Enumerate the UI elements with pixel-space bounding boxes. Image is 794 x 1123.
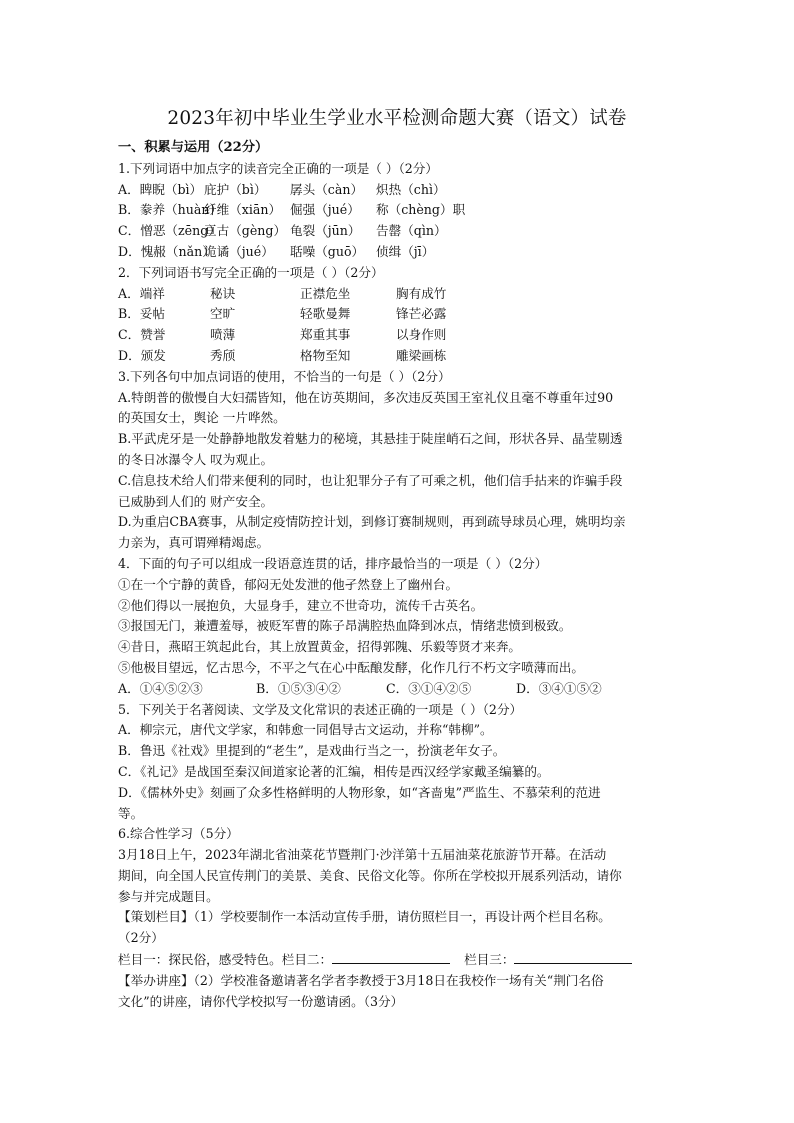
option-item: C．憎恶（zēng） xyxy=(118,223,221,239)
question-5-option-d-cont: 等。 xyxy=(118,805,144,821)
column-one-label: 栏目一：探民俗，感受特色。栏目二： xyxy=(118,952,333,968)
option-item: D．愧赧（nǎn） xyxy=(118,243,215,259)
question-5-option-c: C．《礼记》是战国至秦汉间道家论著的汇编，相传是西汉经学家戴圣编纂的。 xyxy=(118,763,550,779)
sentence-1: ①在一个宁静的黄昏，郁闷无处发泄的他孑然登上了幽州台。 xyxy=(118,576,459,592)
option-item: 庇护（bì） xyxy=(204,181,267,197)
exam-title: 2023年初中毕业生学业水平检测命题大赛（语文）试卷 xyxy=(167,108,627,129)
question-3-option-d-cont: 力亲为，真可谓殚精竭虑。 xyxy=(118,535,270,551)
question-6-stem: 6.综合性学习（5分） xyxy=(118,826,239,842)
question-6-paragraph: 3月18日上午，2023年湖北省油菜花节暨荆门·沙洋第十五届油菜花旅游节开幕。在活动 xyxy=(118,847,607,863)
option-item: 喷薄 xyxy=(210,327,236,343)
option-item: 锋芒必露 xyxy=(396,306,447,322)
option-item: 告罄（qìn） xyxy=(376,223,447,239)
question-5-option-d: D．《儒林外史》刻画了众多性格鲜明的人物形象，如“吝啬鬼”严监生、不慕荣利的范进 xyxy=(118,784,601,800)
question-5-option-b: B．鲁迅《社戏》里提到的“老生”，是戏曲行当之一，扮演老年女子。 xyxy=(118,743,506,759)
question-4-options xyxy=(118,679,678,700)
question-1-option-b xyxy=(118,200,678,221)
option-item: D．③④①⑤② xyxy=(516,680,602,696)
question-5-stem: 5．下列关于名著阅读、文学及文化常识的表述正确的一项是（ ）（2分） xyxy=(118,701,523,717)
exam-content xyxy=(118,138,678,1012)
column-three-label: 栏目三： xyxy=(464,952,515,968)
question-3-option-b: B.平武虎牙是一处静静地散发着魅力的秘境，其悬挂于陡崖峭石之间，形状各异、晶莹剔透 xyxy=(118,431,623,447)
option-item: 郑重其事 xyxy=(300,327,351,343)
section-heading: 一、积累与运用（22分） xyxy=(118,140,269,155)
option-item: A．端祥 xyxy=(118,285,165,301)
question-2-option-b xyxy=(118,304,678,325)
question-1-option-a xyxy=(118,180,678,201)
option-item: 亘古（gèng） xyxy=(204,223,287,239)
question-2-option-a xyxy=(118,284,678,305)
question-3-option-c-cont: 已威胁到人们的 财产安全。 xyxy=(118,493,274,509)
plan-section-prompt: 【策划栏目】（1）学校要制作一本活动宣传手册，请仿照栏目一，再设计两个栏目名称。 xyxy=(118,909,611,925)
question-6-paragraph-cont: 期间，向全国人民宣传荆门的美景、美食、民俗文化等。你所在学校拟开展系列活动，请你 xyxy=(118,867,622,883)
question-3-option-c: C.信息技术给人们带来便利的同时，也让犯罪分子有了可乘之机，他们信手拈来的诈骗手段 xyxy=(118,472,623,488)
option-item: A．睥睨（bì） xyxy=(118,181,203,197)
option-item: 炽热（chì） xyxy=(376,181,446,197)
option-item: 龟裂（jūn） xyxy=(290,223,361,239)
option-item: 孱头（càn） xyxy=(290,181,364,197)
question-6-paragraph-end: 参与并完成题目。 xyxy=(118,888,219,904)
sentence-5: ⑤他极目望远，忆古思今，不平之气在心中酝酿发酵，化作几行不朽文字喷薄而出。 xyxy=(118,659,584,675)
option-item: 聒噪（guō） xyxy=(290,243,365,259)
plan-section-points: （2分） xyxy=(118,930,164,946)
column-two-blank[interactable] xyxy=(332,949,450,964)
question-1-option-c xyxy=(118,221,678,242)
column-names-row xyxy=(118,949,678,971)
question-5-option-a: A．柳宗元，唐代文学家，和韩愈一同倡导古文运动，并称“韩柳”。 xyxy=(118,722,493,738)
option-item: D．颁发 xyxy=(118,347,166,363)
question-2-option-c xyxy=(118,325,678,346)
option-item: C．③①④②⑤ xyxy=(386,680,472,696)
option-item: B．豢养（huàn） xyxy=(118,202,223,218)
question-3-stem: 3.下列各句中加点词语的使用，不恰当的一句是（ ）（2分） xyxy=(118,368,451,384)
question-1-option-d xyxy=(118,242,678,263)
option-item: A．①④⑤②③ xyxy=(118,680,203,696)
lecture-section-prompt-cont: 文化”的讲座，请你代学校拟写一份邀请函。（3分） xyxy=(118,993,404,1009)
option-item: 倔强（jué） xyxy=(290,202,360,218)
column-three-blank[interactable] xyxy=(514,949,632,964)
option-item: 称（chèng）职 xyxy=(376,202,466,218)
option-item: B．①⑤③④② xyxy=(256,680,341,696)
option-item: 以身作则 xyxy=(396,327,447,343)
option-item: 纤维（xiān） xyxy=(204,202,282,218)
question-3-option-a: A.特朗普的傲慢自大妇孺皆知，他在访英期间，多次违反英国王室礼仪且毫不尊重年过90 xyxy=(118,389,614,405)
option-item: B．妥帖 xyxy=(118,306,166,322)
option-item: 雕梁画栋 xyxy=(396,347,447,363)
sentence-3: ③报国无门，兼遭羞辱，被贬军曹的陈子昂满腔热血降到冰点，情绪悲愤到极致。 xyxy=(118,618,572,634)
question-3-option-d: D.为重启CBA赛事，从制定疫情防控计划，到修订赛制规则，再到疏导球员心理，姚明均亲 xyxy=(118,514,626,530)
option-item: 秘诀 xyxy=(210,285,236,301)
option-item: 空旷 xyxy=(210,306,236,322)
lecture-section-prompt: 【举办讲座】（2）学校准备邀请著名学者李教授于3月18日在我校作一场有关“荆门名俗 xyxy=(118,972,604,988)
question-2-stem: 2．下列词语书写完全正确的一项是（ ）（2分） xyxy=(118,264,384,280)
option-item: C．赞誉 xyxy=(118,327,166,343)
question-1-stem: 1.下列词语中加点字的读音完全正确的一项是（ ）（2分） xyxy=(118,160,438,176)
question-3-option-a-cont: 的英国女士，舆论 一片哗然。 xyxy=(118,410,286,426)
option-item: 胸有成竹 xyxy=(396,285,447,301)
option-item: 轻歌曼舞 xyxy=(300,306,351,322)
option-item: 格物至知 xyxy=(300,347,351,363)
sentence-2: ②他们得以一展抱负，大显身手，建立不世奇功，流传千古英名。 xyxy=(118,597,484,613)
option-item: 秀颀 xyxy=(210,347,236,363)
option-item: 诡谲（jué） xyxy=(204,243,274,259)
question-4-stem: 4．下面的句子可以组成一段语意连贯的话，排序最恰当的一项是（ ）（2分） xyxy=(118,555,548,571)
question-3-option-b-cont: 的冬日冰瀑令人 叹为观止。 xyxy=(118,451,274,467)
option-item: 正襟危坐 xyxy=(300,285,351,301)
option-item: 侦缉（jī） xyxy=(376,243,435,259)
sentence-4: ④昔日，燕昭王筑起此台，其上放置黄金，招得郭隗、乐毅等贤才来奔。 xyxy=(118,639,521,655)
question-2-option-d xyxy=(118,346,678,367)
